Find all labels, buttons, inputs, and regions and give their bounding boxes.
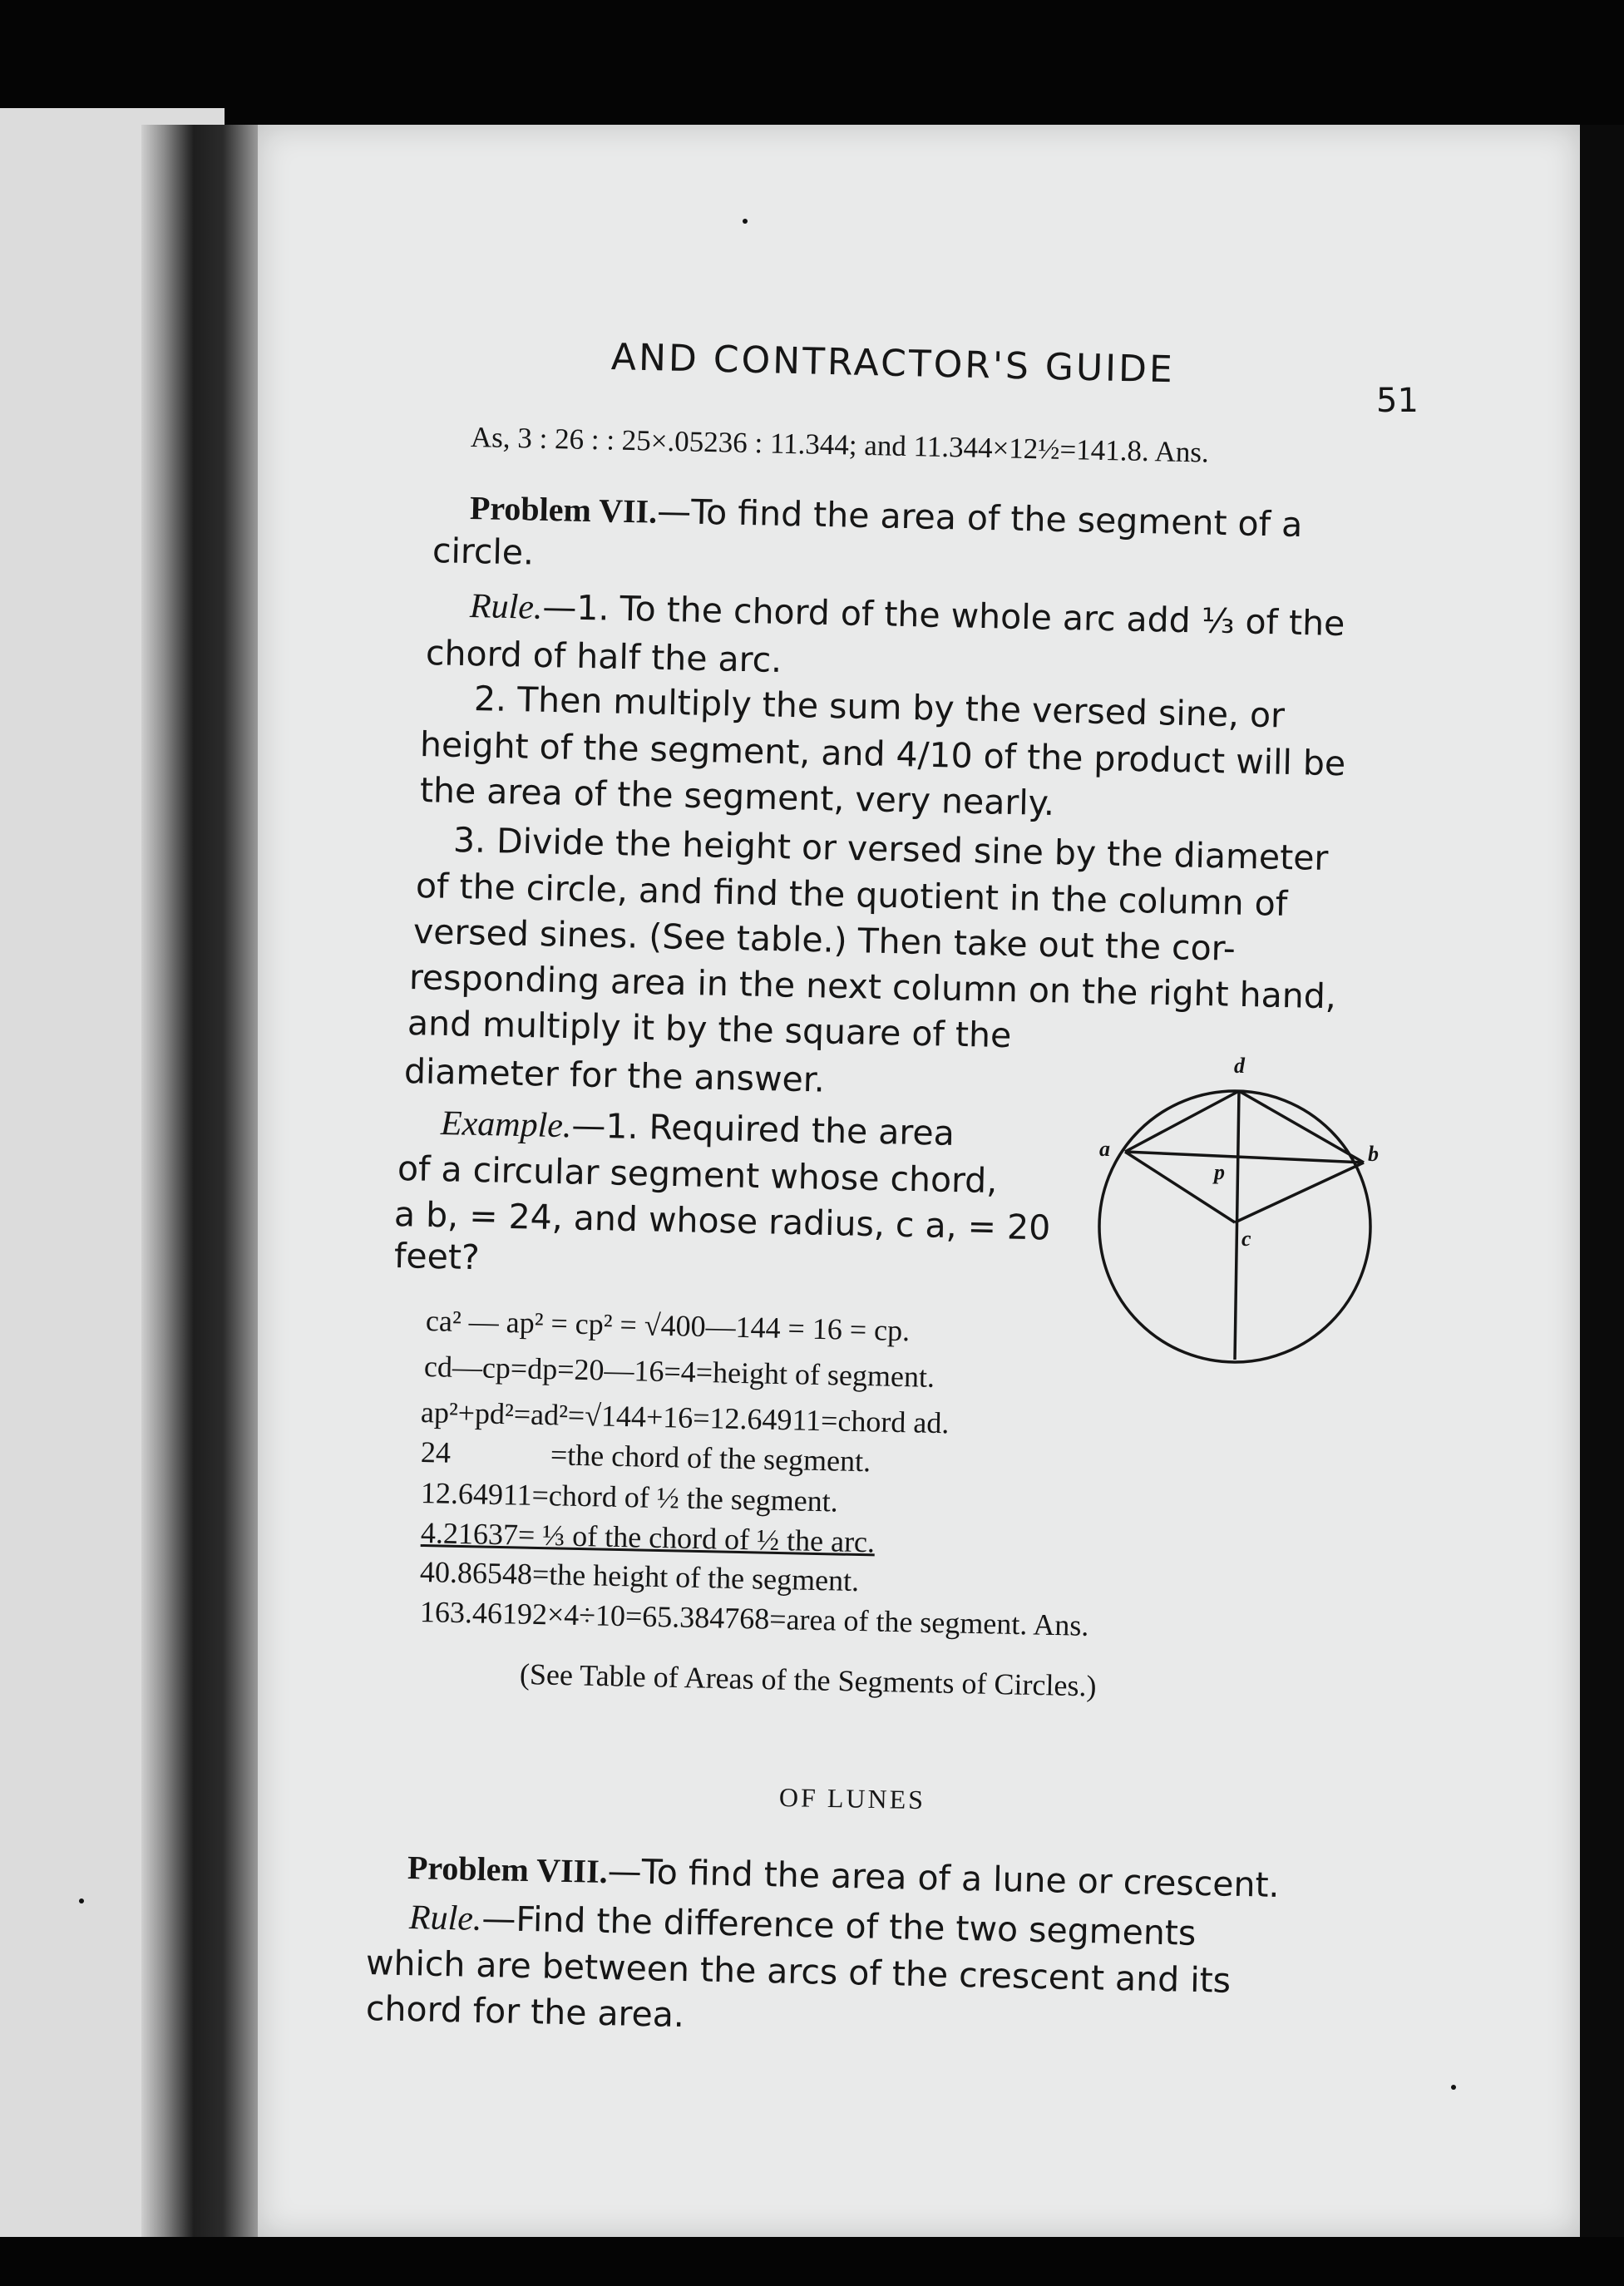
speck: [1451, 2085, 1456, 2090]
section-title: OF LUNES: [778, 1782, 926, 1815]
rule-vii-line-3: 2. Then multiply the sum by the versed sine, or: [473, 679, 1286, 736]
problem-viii-label: Problem VIII.: [407, 1849, 609, 1891]
example-line-3: a b, = 24, and whose radius, c a, = 20: [393, 1194, 1051, 1248]
label-a: a: [1099, 1137, 1110, 1161]
rule-viii-line-3: chord for the area.: [365, 1988, 685, 2036]
chord-db: [1239, 1091, 1364, 1163]
radius-cb: [1235, 1163, 1364, 1222]
label-d: d: [1234, 1056, 1245, 1078]
rule-vii-step1: —1. To the chord of the whole arc add ⅓ of the: [541, 586, 1345, 644]
calc-24: 24: [420, 1435, 452, 1469]
rule-vii-line-11: diameter for the answer.: [403, 1051, 826, 1100]
problem-vii-line-2: circle.: [432, 531, 535, 573]
rule-vii-line-5: the area of the segment, very nearly.: [419, 770, 1055, 823]
problem-vii-text: —To find the area of the segment of a: [656, 491, 1303, 545]
calc-line-1: ca² — ap² = cp² = √400—144 = 16 = cp.: [425, 1304, 911, 1348]
example-label: Example.: [440, 1104, 572, 1146]
chord-ab: [1125, 1152, 1364, 1163]
example-line-4: feet?: [393, 1236, 481, 1278]
example-text: —1. Required the area: [570, 1105, 955, 1153]
calc-line-6: 4.21637= ⅓ of the chord of ½ the arc.: [420, 1516, 876, 1559]
table-note: (See Table of Areas of the Segments of Circles.): [519, 1657, 1097, 1703]
example-line-2: of a circular segment whose chord,: [397, 1148, 998, 1202]
calc-chord-text: =the chord of the segment.: [550, 1438, 871, 1479]
rule-vii-line-6: 3. Divide the height or versed sine by the diameter: [452, 820, 1329, 879]
speck: [79, 1898, 84, 1903]
calc-line-3: ap²+pd²=ad²=√144+16=12.64911=chord ad.: [420, 1395, 950, 1440]
rule-vii-line-8: versed sines. (See table.) Then take out the cor-: [412, 911, 1237, 969]
rule-vii-line-4: height of the segment, and 4/10 of the product will be: [419, 724, 1346, 784]
rule-vii-line-9: responding area in the next column on the right hand,: [408, 957, 1337, 1017]
calc-line-7: 40.86548=the height of the segment.: [419, 1555, 860, 1598]
calc-line-5: 12.64911=chord of ½ the segment.: [420, 1476, 839, 1518]
calc-line-8: 163.46192×4÷10=65.384768=area of the segment. Ans.: [419, 1595, 1089, 1642]
proportion-line: As, 3 : 26 : : 25×.05236 : 11.344; and 11.344×12½=141.8. Ans.: [470, 421, 1210, 469]
calc-line-2: cd—cp=dp=20—16=4=height of segment.: [423, 1350, 935, 1394]
rule-vii-line-7: of the circle, and find the quotient in the column of: [415, 866, 1288, 924]
right-scan-border: [1580, 125, 1624, 2237]
book-gutter: [141, 125, 258, 2237]
segment-figure: [1081, 1056, 1414, 1372]
rule-viii-line-2: which are between the arcs of the crescent and its: [365, 1943, 1232, 2001]
top-scan-border: [0, 0, 1624, 125]
problem-vii-label: Problem VII.: [469, 489, 658, 531]
chord-ad: [1125, 1091, 1239, 1152]
speck: [743, 219, 748, 224]
problem-viii-text: —To find the area of a lune or crescent.: [607, 1851, 1281, 1905]
bottom-scan-border: [0, 2237, 1624, 2286]
label-p: p: [1214, 1160, 1225, 1184]
rule-vii-line-10: and multiply it by the square of the: [407, 1003, 1012, 1056]
page-number: 51: [1376, 382, 1419, 420]
label-c: c: [1241, 1227, 1251, 1251]
rule-viii-text: —Find the difference of the two segments: [481, 1898, 1197, 1953]
running-head: AND CONTRACTOR'S GUIDE: [610, 336, 1176, 392]
rule-label: Rule.: [469, 587, 543, 627]
rule-vii-line-2: chord of half the arc.: [425, 633, 782, 680]
label-b: b: [1368, 1142, 1379, 1166]
rule-viii-label: Rule.: [408, 1898, 482, 1938]
diameter-line: [1235, 1091, 1239, 1360]
